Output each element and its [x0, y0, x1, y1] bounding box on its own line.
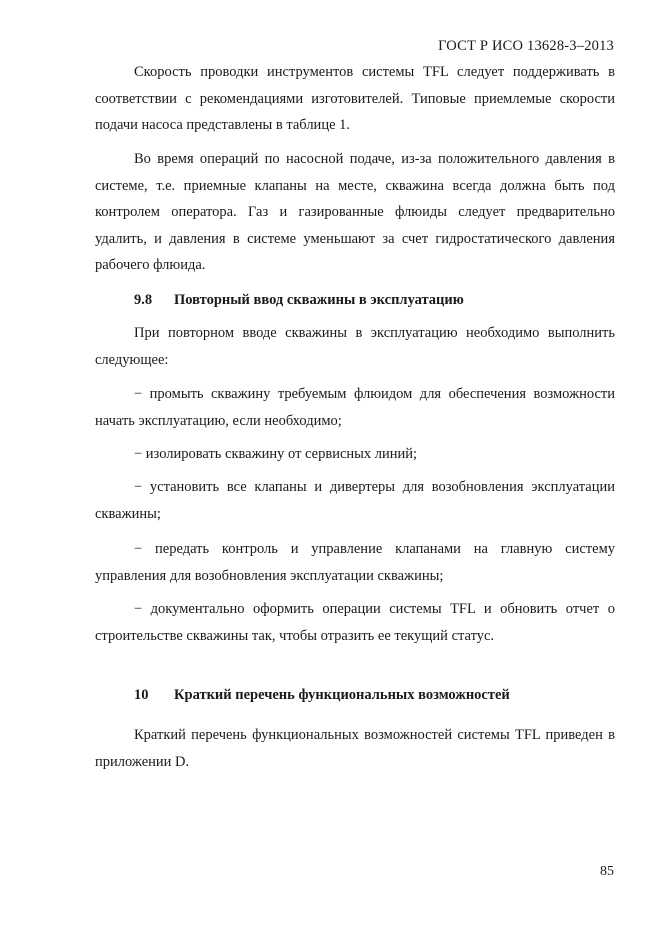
- section-title: Краткий перечень функциональных возможностей: [174, 687, 510, 703]
- section-heading-10: [95, 682, 654, 709]
- list-item-text: − установить все клапаны и дивертеры для возобновления эксплуатации скважины;: [95, 479, 615, 522]
- page-number: 85: [600, 864, 614, 879]
- paragraph-text: Во время операций по насосной подаче, из-за положительного давления в системе, т.е. приемные клапаны на месте, скважина всегда должна быть под контролем оператора. Газ и газированные флюиды следует предварительно удалить, и давления в системе уменьшают за счет гидростатического давления рабочего флюида.: [95, 151, 615, 273]
- list-item: [95, 536, 615, 589]
- paragraph-feed-speed: [95, 59, 615, 139]
- paragraph-text: Скорость проводки инструментов системы TFL следует поддерживать в соответствии с рекомендациями изготовителей. Типовые приемлемые скорости подачи насоса представлены в таблице 1.: [95, 64, 615, 133]
- list-item-text: − промыть скважину требуемым флюидом для обеспечения возможности начать эксплуатацию, если необходимо;: [95, 386, 615, 429]
- section-heading-9-8: [95, 287, 654, 314]
- paragraph-pump-operations: [95, 146, 615, 279]
- list-item-text: − документально оформить операции системы TFL и обновить отчет о строительстве скважины так, чтобы отразить ее текущий статус.: [95, 601, 615, 644]
- paragraph-capabilities: [95, 722, 615, 775]
- list-item: [95, 474, 615, 527]
- document-id-header: ГОСТ Р ИСО 13628-3–2013: [438, 38, 614, 54]
- paragraph-text: Краткий перечень функциональных возможностей системы TFL приведен в приложении D.: [95, 727, 615, 770]
- section-number: 9.8: [134, 292, 153, 308]
- section-number: 10: [134, 687, 149, 703]
- list-item-text: − изолировать скважину от сервисных линий;: [134, 446, 418, 462]
- paragraph-recommission-intro: [95, 320, 615, 373]
- list-item: [95, 381, 615, 434]
- section-title: Повторный ввод скважины в эксплуатацию: [174, 292, 464, 308]
- list-item-text: − передать контроль и управление клапанами на главную систему управления для возобновления эксплуатации скважины;: [95, 541, 615, 584]
- list-item: [95, 596, 615, 649]
- paragraph-text: При повторном вводе скважины в эксплуатацию необходимо выполнить следующее:: [95, 325, 615, 368]
- list-item: [95, 441, 615, 468]
